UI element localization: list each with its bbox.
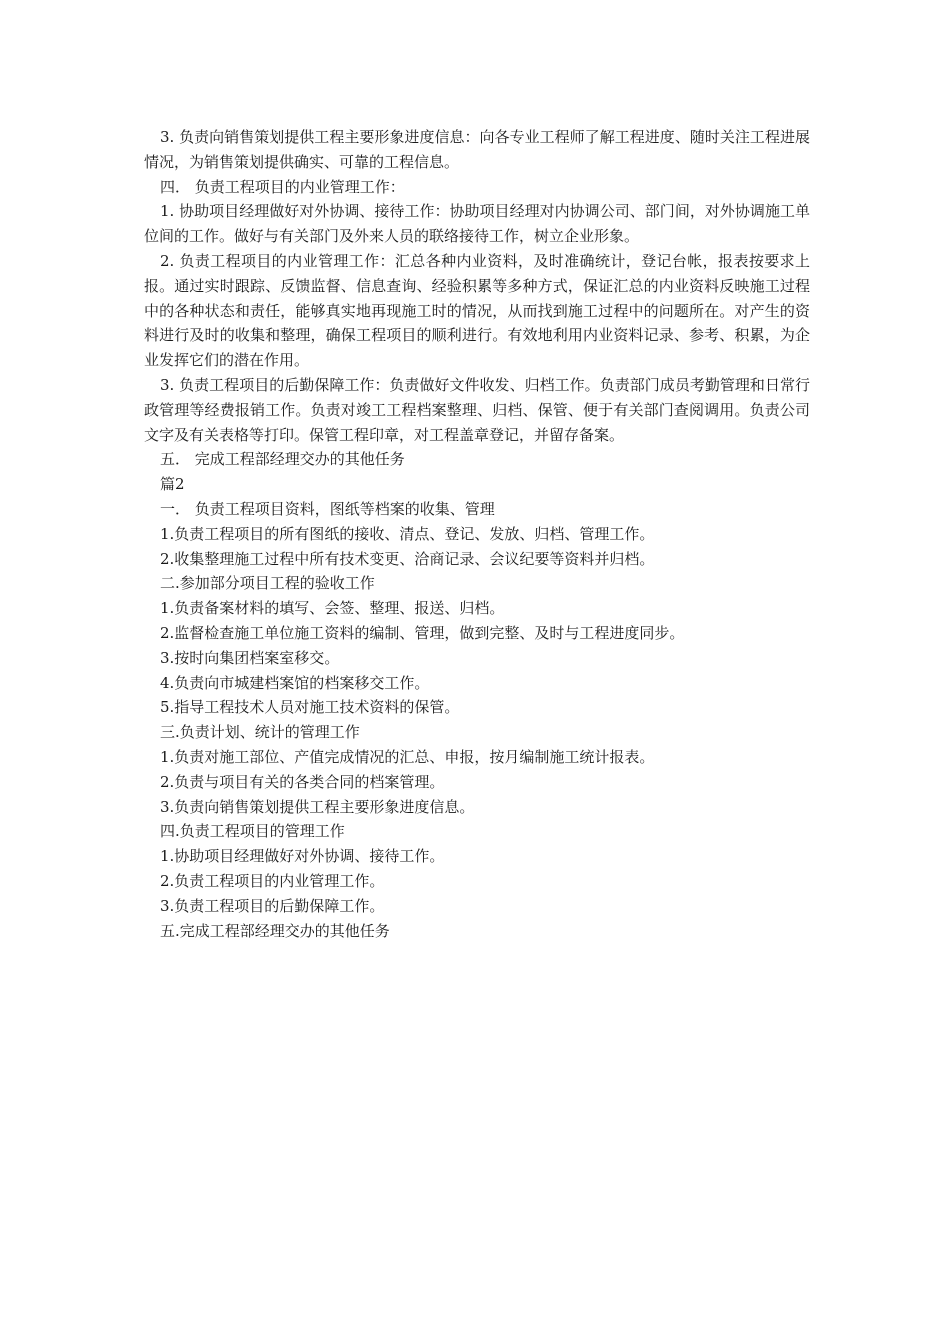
list-item: 3.按时向集团档案室移交。 [160, 648, 340, 667]
list-item: 1.负责工程项目的所有图纸的接收、清点、登记、发放、归档、管理工作。 [160, 524, 655, 543]
list-item: 1.负责备案材料的填写、会签、整理、报送、归档。 [160, 599, 505, 618]
paragraph-3: 2. 负责工程项目的内业管理工作：汇总各种内业资料，及时准确统计，登记台帐，报表按要求上报。通过实时跟踪、反馈监督、信息查询、经验积累等多种方式，保证汇总的内业资料反映施工过程中的各种状态和责任，能够真实地再现施工时的情况，从而找到施工过程中的问题所在。对产生的资料进行及时的收集和整理，确保工程项目的顺利进行。有效地利用内业资料记录、参考、积累，为企业发挥它们的潜在作用。 [144, 251, 810, 370]
list-heading-4: 四.负责工程项目的管理工作 [160, 822, 345, 841]
list-heading-5: 五.完成工程部经理交办的其他任务 [160, 921, 390, 940]
list-item: 1.协助项目经理做好对外协调、接待工作。 [160, 847, 445, 866]
list-item: 4.负责向市城建档案馆的档案移交工作。 [160, 673, 430, 692]
list-item: 5.指导工程技术人员对施工技术资料的保管。 [160, 698, 460, 717]
list-item: 2.负责工程项目的内业管理工作。 [160, 871, 385, 890]
list-item: 2.负责与项目有关的各类合同的档案管理。 [160, 772, 445, 791]
section-heading-5: 五． 完成工程部经理交办的其他任务 [160, 450, 405, 469]
list-item: 2.收集整理施工过程中所有技术变更、洽商记录、会议纪要等资料并归档。 [160, 549, 655, 568]
list-item: 1.负责对施工部位、产值完成情况的汇总、申报，按月编制施工统计报表。 [160, 747, 655, 766]
list-heading-3: 三.负责计划、统计的管理工作 [160, 723, 360, 742]
part-heading: 篇2 [160, 475, 185, 494]
list-item: 2.监督检查施工单位施工资料的编制、管理，做到完整、及时与工程进度同步。 [160, 623, 685, 642]
list-item: 3.负责工程项目的后勤保障工作。 [160, 896, 385, 915]
list-heading-2: 二.参加部分项目工程的验收工作 [160, 574, 375, 593]
paragraph-2: 1. 协助项目经理做好对外协调、接待工作：协助项目经理对内协调公司、部门间，对外协调施工单位间的工作。做好与有关部门及外来人员的联络接待工作，树立企业形象。 [144, 202, 810, 246]
list-heading-1: 一． 负责工程项目资料，图纸等档案的收集、管理 [160, 499, 495, 518]
document-body [144, 125, 810, 943]
paragraph-4: 3. 负责工程项目的后勤保障工作：负责做好文件收发、归档工作。负责部门成员考勤管理和日常行政管理等经费报销工作。负责对竣工工程档案整理、归档、保管、便于有关部门查阅调用。负责公司文字及有关表格等打印。保管工程印章，对工程盖章登记，并留存备案。 [144, 375, 810, 444]
section-heading-4: 四． 负责工程项目的内业管理工作： [160, 177, 405, 196]
list-item: 3.负责向销售策划提供工程主要形象进度信息。 [160, 797, 475, 816]
paragraph-1: 3. 负责向销售策划提供工程主要形象进度信息：向各专业工程师了解工程进度、随时关注工程进展情况，为销售策划提供确实、可靠的工程信息。 [144, 128, 810, 171]
